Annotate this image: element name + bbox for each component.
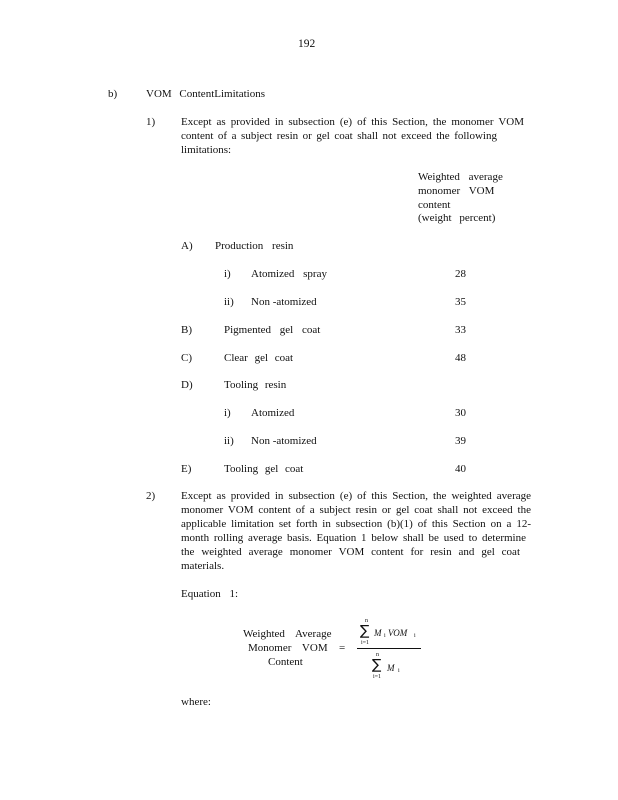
row-marker: ii)	[224, 296, 234, 308]
where-label: where:	[181, 696, 211, 708]
item1-paragraph	[181, 115, 524, 157]
numerator-vom-term: VOM	[388, 628, 408, 638]
row-value: 28	[455, 268, 466, 280]
section-marker: b)	[108, 88, 118, 100]
denominator-lower-index: i=1	[373, 674, 382, 680]
equation-lhs-line: Weighted Average	[243, 628, 332, 640]
row-label: Clear gel coat	[224, 352, 294, 364]
equation-lhs-line: Content	[268, 656, 303, 668]
section-title: VOM ContentLimitations	[146, 88, 265, 100]
item2-line: applicable limitation set forth in subsection (b)(1) of this Section on a 12-	[181, 518, 531, 530]
item2-line: month rolling average basis. Equation 1 below shall be used to determine	[181, 532, 526, 544]
row-marker: A)	[181, 240, 193, 252]
item2-line: Except as provided in subsection (e) of this Section, the weighted average	[181, 490, 531, 502]
column-header-line: Weighted average	[418, 171, 503, 183]
page-number: 192	[298, 38, 316, 50]
row-marker: B)	[181, 324, 192, 336]
numerator-m-subscript: i	[384, 633, 386, 639]
item2-paragraph	[181, 489, 531, 573]
row-label: Atomized	[251, 407, 295, 419]
row-value: 40	[455, 463, 466, 475]
numerator-m-term: M	[374, 628, 382, 638]
column-header-line: monomer VOM	[418, 185, 495, 197]
numerator-lower-index: i=1	[361, 640, 370, 646]
column-header-line: content	[418, 199, 451, 211]
item1-line: Except as provided in subsection (e) of this Section, the monomer VOM	[181, 116, 524, 128]
item2-marker: 2)	[146, 490, 156, 502]
row-value: 48	[455, 352, 466, 364]
equation-lhs-line: Monomer VOM	[248, 642, 328, 654]
equation-equals: =	[339, 642, 346, 654]
item1-line: limitations:	[181, 144, 232, 156]
row-label: Production resin	[215, 240, 294, 252]
item1-marker: 1)	[146, 116, 156, 128]
row-label: Non -atomized	[251, 435, 317, 447]
denominator-m-subscript: i	[398, 668, 400, 674]
numerator-sigma-icon: ∑	[360, 623, 370, 639]
row-label: Pigmented gel coat	[224, 324, 321, 336]
row-label: Tooling resin	[224, 379, 287, 391]
numerator-vom-subscript: i	[414, 633, 416, 639]
column-header-line: (weight percent)	[418, 212, 496, 224]
denominator-m-term: M	[387, 663, 395, 673]
row-value: 35	[455, 296, 466, 308]
row-marker: i)	[224, 268, 231, 280]
row-label: Atomized spray	[251, 268, 327, 280]
row-marker: C)	[181, 352, 192, 364]
row-marker: D)	[181, 379, 193, 391]
item1-line: content of a subject resin or gel coat shall not exceed the following	[181, 130, 497, 142]
row-value: 39	[455, 435, 466, 447]
row-marker: E)	[181, 463, 192, 475]
row-value: 30	[455, 407, 466, 419]
item2-line: materials.	[181, 560, 225, 572]
row-value: 33	[455, 324, 466, 336]
item2-line: monomer VOM content of a subject resin or gel coat shall not exceed the	[181, 504, 531, 516]
row-label: Non -atomized	[251, 296, 317, 308]
fraction-bar	[357, 648, 421, 649]
equation-label: Equation 1:	[181, 588, 239, 600]
denominator-upper-limit: n	[376, 652, 379, 658]
denominator-sigma-icon: ∑	[372, 657, 382, 673]
item2-line: the weighted average monomer VOM content for resin and gel coat	[181, 546, 520, 558]
numerator-upper-limit: n	[365, 618, 368, 624]
row-marker: i)	[224, 407, 231, 419]
row-label: Tooling gel coat	[224, 463, 304, 475]
row-marker: ii)	[224, 435, 234, 447]
